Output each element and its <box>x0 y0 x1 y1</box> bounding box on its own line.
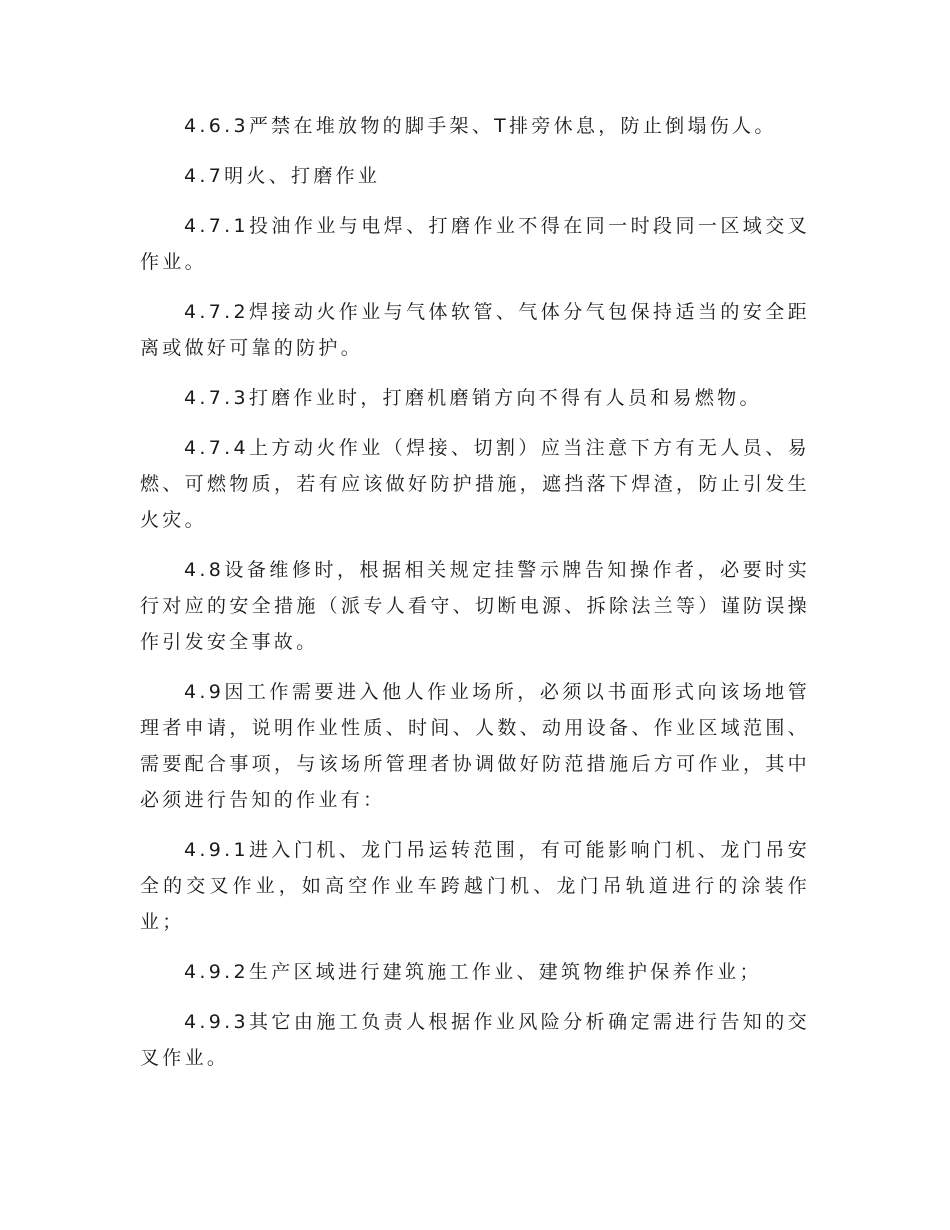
paragraph-4-7-3: 4.7.3打磨作业时，打磨机磨销方向不得有人员和易燃物。 <box>184 387 762 409</box>
paragraph-4-9-3: 4.9.3其它由施工负责人根据作业风险分析确定需进行告知的交叉作业。 <box>140 1011 810 1069</box>
paragraph-4-9-1: 4.9.1进入门机、龙门吊运转范围，有可能影响门机、龙门吊安全的交叉作业，如高空作业车跨越门机、龙门吊轨道进行的涂装作业； <box>140 839 810 933</box>
paragraph-4-8: 4.8设备维修时，根据相关规定挂警示牌告知操作者，必要时实行对应的安全措施（派专人看守、切断电源、拆除法兰等）谨防误操作引发安全事故。 <box>140 559 810 653</box>
paragraph-4-9: 4.9因工作需要进入他人作业场所，必须以书面形式向该场地管理者申请，说明作业性质、时间、人数、动用设备、作业区域范围、需要配合事项，与该场所管理者协调做好防范措施后方可作业，其中必须进行告知的作业有： <box>140 681 810 811</box>
paragraph-4-7-1: 4.7.1投油作业与电焊、打磨作业不得在同一时段同一区域交叉作业。 <box>140 215 810 273</box>
paragraph-4-9-2: 4.9.2生产区域进行建筑施工作业、建筑物维护保养作业； <box>184 961 762 983</box>
paragraph-4-6-3: 4.6.3严禁在堆放物的脚手架、T排旁休息，防止倒塌伤人。 <box>184 115 777 137</box>
heading-4-7: 4.7明火、打磨作业 <box>184 165 381 187</box>
paragraph-4-7-4: 4.7.4上方动火作业（焊接、切割）应当注意下方有无人员、易燃、可燃物质，若有应该做好防护措施，遮挡落下焊渣，防止引发生火灾。 <box>140 437 810 531</box>
document-body <box>140 108 810 1090</box>
paragraph-4-7-2: 4.7.2焊接动火作业与气体软管、气体分气包保持适当的安全距离或做好可靠的防护。 <box>140 301 810 359</box>
